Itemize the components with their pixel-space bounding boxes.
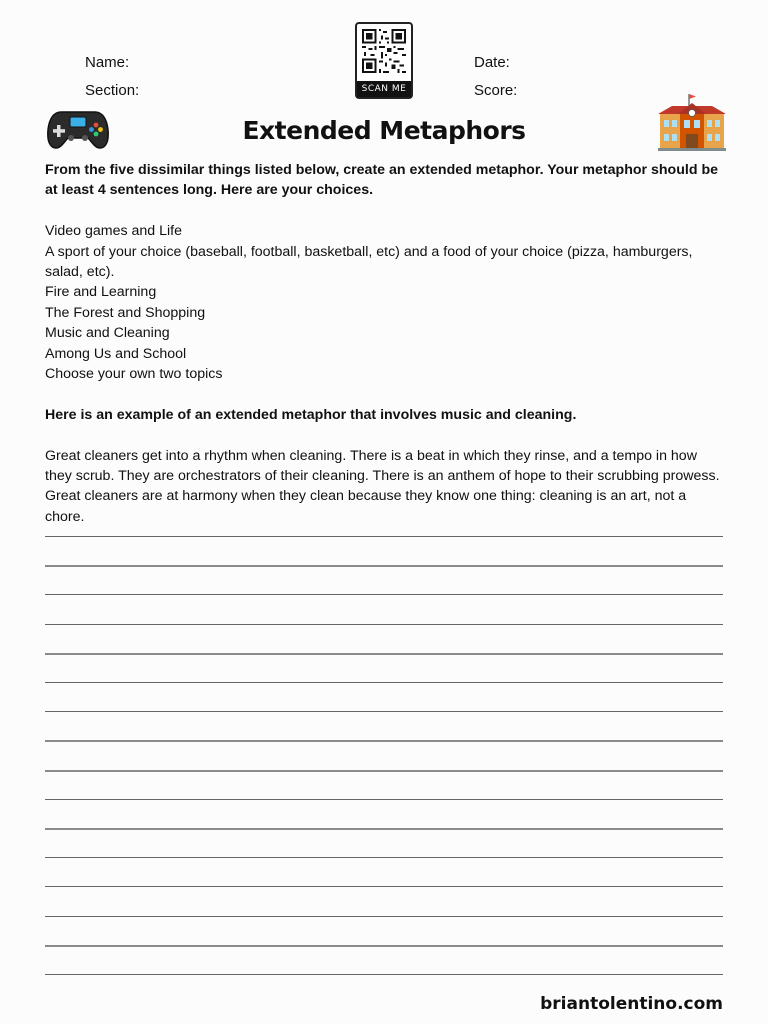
writing-line[interactable] (45, 711, 723, 712)
writing-line[interactable] (45, 886, 723, 887)
choice-item: Among Us and School (45, 345, 187, 362)
writing-line[interactable] (45, 594, 723, 595)
qr-code-badge (355, 22, 413, 99)
writing-line[interactable] (45, 682, 723, 683)
name-label: Name: (85, 54, 130, 71)
writing-line[interactable] (45, 945, 723, 947)
writing-line[interactable] (45, 624, 723, 625)
section-label: Section: (85, 82, 140, 99)
writing-line[interactable] (45, 653, 723, 655)
footer-website: briantolentino.com (540, 994, 723, 1014)
writing-line[interactable] (45, 536, 723, 537)
instructions-text: From the five dissimilar things listed below, create an extended metaphor. Your metaphor should be at least 4 sentences long. Here are your choices. (45, 162, 718, 199)
choice-item: Music and Cleaning (45, 325, 170, 342)
choice-item: Video games and Life (45, 223, 182, 240)
scan-me-label: SCAN ME (357, 81, 411, 97)
writing-line[interactable] (45, 565, 723, 567)
page-title: Extended Metaphors (242, 116, 526, 145)
choice-item: Fire and Learning (45, 284, 157, 301)
example-paragraph: Great cleaners get into a rhythm when cleaning. There is a beat in which they rinse, and a tempo in how they scrub. They are orchestrators of their cleaning. There is an anthem of hope to their scrubbing prowess. Great cleaners are at harmony when they clean because they know one thing: cleaning is an art, not a chore. (45, 447, 720, 525)
writing-line[interactable] (45, 770, 723, 772)
date-label: Date: (474, 54, 510, 71)
choice-item: The Forest and Shopping (45, 304, 206, 321)
writing-line[interactable] (45, 828, 723, 830)
score-label: Score: (474, 82, 518, 99)
writing-line[interactable] (45, 799, 723, 800)
worksheet-content (45, 160, 725, 527)
writing-line[interactable] (45, 916, 723, 917)
qr-code-icon (362, 29, 406, 73)
example-heading: Here is an example of an extended metaphor that involves music and cleaning. (45, 406, 577, 423)
writing-line[interactable] (45, 740, 723, 742)
writing-line[interactable] (45, 974, 723, 975)
choice-item: A sport of your choice (baseball, football, basketball, etc) and a food of your choice (pizza, hamburgers, salad, etc). (45, 243, 693, 281)
choice-item: Choose your own two topics (45, 366, 223, 383)
writing-line[interactable] (45, 857, 723, 858)
